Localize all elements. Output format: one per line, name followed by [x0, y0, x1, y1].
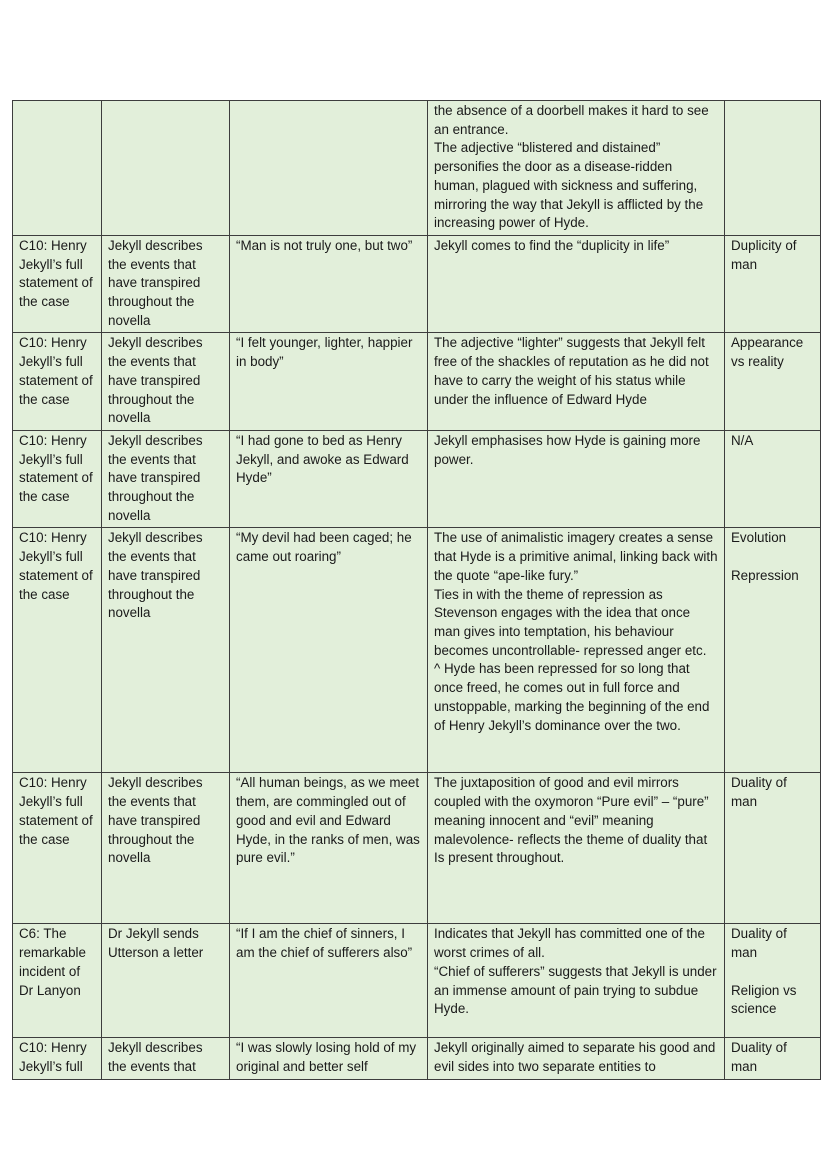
- context-cell: Dr Jekyll sends Utterson a letter: [102, 924, 230, 1038]
- table-row: [13, 430, 821, 528]
- theme-cell: N/A: [725, 430, 821, 528]
- quote-cell: “All human beings, as we meet them, are commingled out of good and evil and Edward Hyde, in the ranks of men, was pure evil.”: [230, 773, 428, 924]
- context-cell: Jekyll describes the events that: [102, 1038, 230, 1079]
- analysis-cell: Jekyll comes to find the “duplicity in life”: [428, 235, 725, 333]
- theme-cell: Appearance vs reality: [725, 333, 821, 431]
- chapter-cell: C10: Henry Jekyll’s full statement of the case: [13, 773, 102, 924]
- quote-cell: “I was slowly losing hold of my original and better self: [230, 1038, 428, 1079]
- analysis-cell: the absence of a doorbell makes it hard to see an entrance. The adjective “blistered and distained” personifies the door as a disease-ridden human, plagued with sickness and suffering, mirroring the way that Jekyll is afflicted by the increasing power of Hyde.: [428, 101, 725, 236]
- context-cell: Jekyll describes the events that have transpired throughout the novella: [102, 333, 230, 431]
- quote-cell: “If I am the chief of sinners, I am the chief of sufferers also”: [230, 924, 428, 1038]
- analysis-cell: Indicates that Jekyll has committed one of the worst crimes of all. “Chief of sufferers” suggests that Jekyll is under an immense amount of pain trying to subdue Hyde.: [428, 924, 725, 1038]
- context-cell: Jekyll describes the events that have transpired throughout the novella: [102, 235, 230, 333]
- table-row: [13, 924, 821, 1038]
- chapter-cell: C10: Henry Jekyll’s full: [13, 1038, 102, 1079]
- theme-cell: Evolution Repression: [725, 528, 821, 773]
- theme-cell: Duplicity of man: [725, 235, 821, 333]
- analysis-cell: Jekyll emphasises how Hyde is gaining more power.: [428, 430, 725, 528]
- theme-cell: [725, 101, 821, 236]
- table-row: [13, 773, 821, 924]
- context-cell: Jekyll describes the events that have transpired throughout the novella: [102, 430, 230, 528]
- theme-cell: Duality of man: [725, 1038, 821, 1079]
- analysis-cell: The adjective “lighter” suggests that Jekyll felt free of the shackles of reputation as he did not have to carry the weight of his status while under the influence of Edward Hyde: [428, 333, 725, 431]
- analysis-cell: The use of animalistic imagery creates a sense that Hyde is a primitive animal, linking back with the quote “ape-like fury.” Ties in with the theme of repression as Stevenson engages with the idea that once man gives into temptation, his behaviour becomes uncontrollable- repressed anger etc. ^ Hyde has been repressed for so long that once freed, he comes out in full force and unstoppable, marking the beginning of the end of Henry Jekyll’s dominance over the two.: [428, 528, 725, 773]
- table-row: [13, 101, 821, 236]
- table-row: [13, 333, 821, 431]
- quote-cell: [230, 101, 428, 236]
- context-cell: [102, 101, 230, 236]
- chapter-cell: C10: Henry Jekyll’s full statement of the case: [13, 235, 102, 333]
- chapter-cell: [13, 101, 102, 236]
- analysis-cell: The juxtaposition of good and evil mirrors coupled with the oxymoron “Pure evil” – “pure” meaning innocent and “evil” meaning malevolence- reflects the theme of duality that Is present throughout.: [428, 773, 725, 924]
- quote-cell: “My devil had been caged; he came out roaring”: [230, 528, 428, 773]
- quote-cell: “I had gone to bed as Henry Jekyll, and awoke as Edward Hyde”: [230, 430, 428, 528]
- theme-cell: Duality of man: [725, 773, 821, 924]
- context-cell: Jekyll describes the events that have transpired throughout the novella: [102, 528, 230, 773]
- theme-cell: Duality of man Religion vs science: [725, 924, 821, 1038]
- quote-cell: “Man is not truly one, but two”: [230, 235, 428, 333]
- table-row: [13, 1038, 821, 1079]
- chapter-cell: C10: Henry Jekyll’s full statement of the case: [13, 430, 102, 528]
- chapter-cell: C10: Henry Jekyll’s full statement of the case: [13, 333, 102, 431]
- quote-cell: “I felt younger, lighter, happier in body”: [230, 333, 428, 431]
- quotes-analysis-table: [12, 100, 821, 1080]
- table-row: [13, 528, 821, 773]
- table-row: [13, 235, 821, 333]
- chapter-cell: C10: Henry Jekyll’s full statement of the case: [13, 528, 102, 773]
- context-cell: Jekyll describes the events that have transpired throughout the novella: [102, 773, 230, 924]
- analysis-cell: Jekyll originally aimed to separate his good and evil sides into two separate entities to: [428, 1038, 725, 1079]
- chapter-cell: C6: The remarkable incident of Dr Lanyon: [13, 924, 102, 1038]
